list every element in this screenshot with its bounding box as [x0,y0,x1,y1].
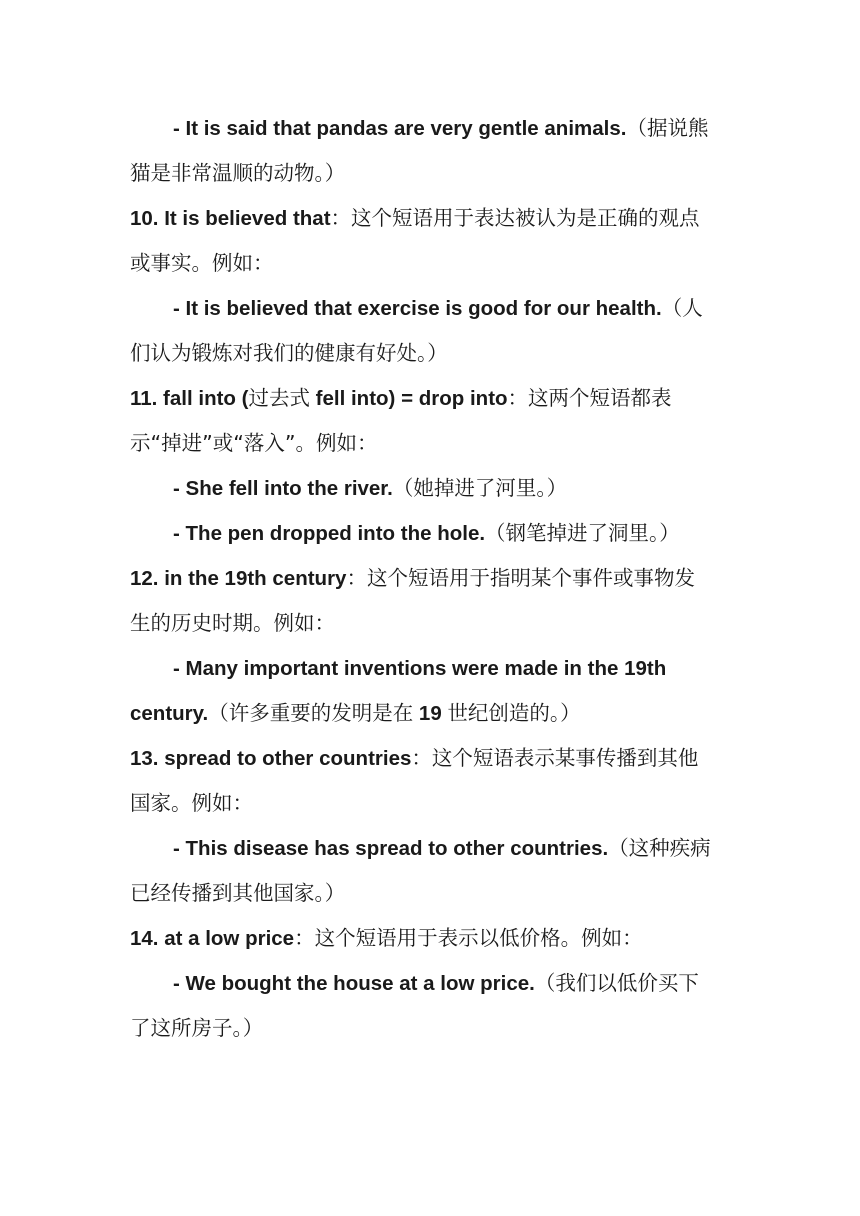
text-line [130,428,740,458]
chinese-text: 国家。例如： [130,791,253,815]
phrase-title: 13. spread to other countries [130,747,412,770]
example-english: - She fell into the river. [173,477,393,500]
phrase-explanation: ：这个短语用于指明某个事件或事物发 [346,566,695,590]
example-line [173,518,740,549]
century-number: 19 [413,702,448,725]
example-chinese: （钢笔掉进了洞里。） [485,521,680,545]
phrase-explanation: ：这个短语用于表示以低价格。例如： [294,926,643,950]
example-chinese: （人 [661,296,703,320]
example-line [173,833,740,864]
example-line [173,293,740,324]
chinese-text: 或事实。例如： [130,251,274,275]
phrase-note: 过去式 [248,386,310,410]
example-chinese-continued: 世纪创造的。） [447,701,581,725]
example-chinese: （这种疾病 [608,836,711,860]
phrase-title: 10. It is believed that [130,207,331,230]
text-line [130,608,740,638]
phrase-heading [130,383,740,414]
chinese-text: 生的历史时期。例如： [130,611,335,635]
example-english: - It is said that pandas are very gentle animals. [173,117,627,140]
chinese-text: 示“掉进”或“落入”。例如： [130,431,378,455]
phrase-title: 11. fall into ( [130,387,249,410]
chinese-text: 已经传播到其他国家。） [130,881,346,905]
text-line [130,248,740,278]
chinese-text: 了这所房子。） [130,1016,264,1040]
example-english: - The pen dropped into the hole. [173,522,486,545]
phrase-heading [130,743,740,774]
example-english: - Many important inventions were made in the 19th [173,657,667,680]
example-chinese: （许多重要的发明是在 [208,701,414,725]
text-line [130,788,740,818]
text-line [130,1013,740,1043]
phrase-heading [130,563,740,594]
text-line [130,698,740,729]
phrase-title-continued: fell into) = drop into [309,387,508,410]
example-line [173,473,740,504]
text-line [130,878,740,908]
example-chinese: （她掉进了河里。） [392,476,568,500]
chinese-text: 们认为锻炼对我们的健康有好处。） [130,341,448,365]
example-chinese: （据说熊 [626,116,709,140]
example-chinese: （我们以低价买下 [534,971,699,995]
chinese-text: 猫是非常温顺的动物。） [130,161,346,185]
example-english-continued: century. [130,702,209,725]
example-line [173,653,740,684]
text-line [130,338,740,368]
phrase-heading [130,203,740,234]
example-english: - We bought the house at a low price. [173,972,535,995]
example-line [173,968,740,999]
phrase-title: 12. in the 19th century [130,567,347,590]
phrase-explanation: ：这两个短语都表 [507,386,672,410]
phrase-heading [130,923,740,954]
example-english: - This disease has spread to other countries. [173,837,609,860]
phrase-explanation: ：这个短语表示某事传播到其他 [411,746,699,770]
phrase-explanation: ：这个短语用于表达被认为是正确的观点 [330,206,700,230]
example-english: - It is believed that exercise is good for our health. [173,297,662,320]
phrase-title: 14. at a low price [130,927,295,950]
example-line [173,113,740,144]
text-line [130,158,740,188]
